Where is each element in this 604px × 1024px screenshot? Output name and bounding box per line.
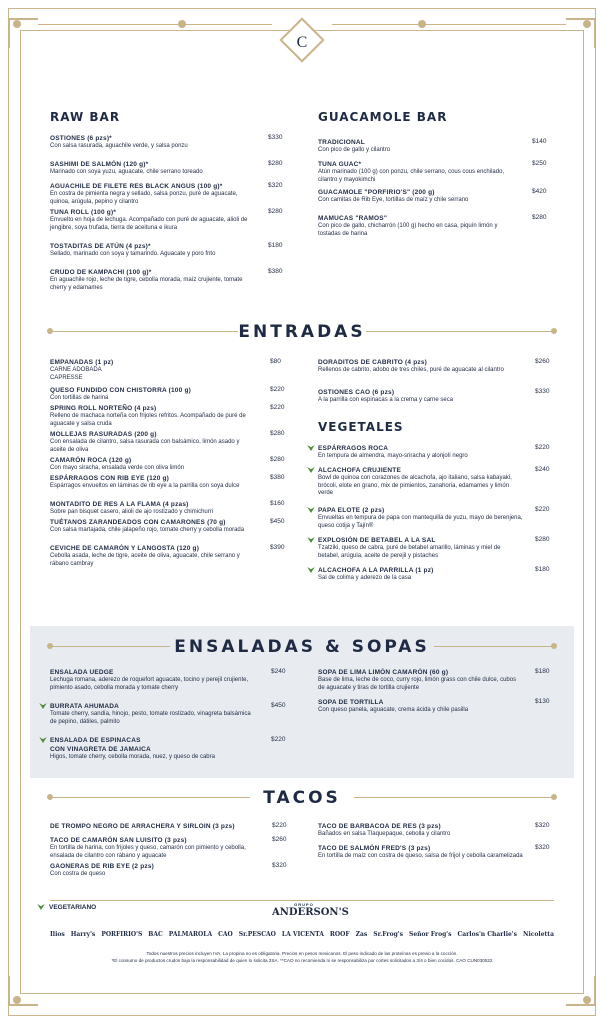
menu-item [318, 506, 550, 530]
menu-item-description: Con salsa rasurada, aguachile verde, y salsa ponzu [50, 143, 188, 149]
section-title-ensaladas: ENSALADAS & SOPAS [174, 637, 430, 657]
menu-item-price: $280 [532, 214, 547, 221]
menu-item-description: Con camitas de Rib Eye, tortillas de maíz y chile serrano [318, 197, 469, 203]
menu-item [318, 138, 547, 155]
menu-item-description: Sellado, marinado con soya y tamarindo. Aguacate y poro frito [50, 251, 216, 257]
menu-item-price: $280 [270, 430, 285, 437]
brand-logos-row [50, 926, 554, 942]
frame-corner [566, 976, 596, 1006]
menu-item [318, 160, 547, 184]
menu-item-price: $220 [271, 736, 286, 743]
brand-logo: PALMAROLA [168, 930, 213, 938]
menu-item-price: $250 [532, 160, 547, 167]
menu-item-description: Con tortillas de harina [50, 395, 109, 401]
menu-item-name: MOLLEJAS RASURADAS (200 g) [50, 431, 157, 438]
menu-item-name: EXPLOSIÓN DE BETABEL A LA SAL [318, 537, 436, 544]
menu-item-name: TACO DE SALMÓN FRED'S (3 pzs) [318, 845, 431, 852]
menu-item-price: $220 [270, 386, 285, 393]
menu-item-name: BURRATA AHUMADA [50, 703, 120, 710]
menu-item-name: TUNA GUAC* [318, 161, 362, 168]
menu-item-name: AGUACHILE DE FILETE RES BLACK ANGUS (100 g)* [50, 183, 223, 190]
menu-item-price: $220 [272, 822, 287, 829]
menu-item-price: $450 [271, 702, 286, 709]
menu-item-name: EMPANADAS (1 pz) [50, 359, 114, 366]
menu-item-price: $180 [535, 566, 550, 573]
menu-item-name: ENSALADA UEDGE [50, 669, 114, 676]
brand-logo: Harry's [70, 930, 96, 938]
menu-item [50, 358, 281, 382]
menu-item-name: ESPÁRRAGOS CON RIB EYE (120 g) [50, 475, 170, 482]
menu-item-description: En costra de pimienta negra y sellado, salsa ponzu, puré de aguacate, quinoa, arúgula, pepino y cilantro [50, 191, 238, 205]
logo-letter: C [296, 34, 308, 51]
menu-item-name: CEVICHE DE CAMARÓN Y LANGOSTA (120 g) [50, 545, 200, 552]
menu-item-name: QUESO FUNDIDO CON CHISTORRA (100 g) [50, 387, 191, 394]
menu-item-description: Tomate cherry, sandía, hinojo, pesto, tomate rostizado, vinagreta balsámica de pepino, dátiles, palmito [50, 711, 251, 725]
menu-item-name: TOSTADITAS DE ATÚN (4 pzs)* [50, 243, 151, 250]
menu-item-price: $450 [270, 518, 285, 525]
restaurant-logo [272, 14, 332, 74]
menu-item [50, 668, 286, 692]
group-andersons-logo [272, 902, 349, 924]
menu-item-price: $260 [272, 836, 287, 843]
menu-item-price: $220 [535, 444, 550, 451]
menu-item-price: $140 [532, 138, 547, 145]
menu-item-description: Higos, tomate cherry, cebolla morada, nuez, y queso de cabra [50, 754, 215, 760]
menu-item [318, 188, 547, 205]
menu-item-name: TUÉTANOS ZARANDEADOS CON CAMARONES (70 g) [50, 519, 226, 526]
menu-item-description: Lechuga romana, aderezo de roquefort aguacate, tocino y perejil crujiente, pimiento asado, cebolla morada y tomate cherry [50, 677, 249, 691]
brand-logo: ROOF [329, 930, 350, 938]
menu-item-description: Marinado con soya yuzu, aguacate, chile serrano toreado [50, 169, 203, 175]
top-rule [38, 24, 272, 25]
legal-note-2: *El consumo de productos crudos bajo la responsabilidad de quien lo solicita 3SA. **CAO no recomienda ni se responsabiliza por cortes solicitados a 3/4 o bien cocidos. CAO CUN030522 [111, 958, 493, 963]
frame-dot [13, 996, 21, 1004]
menu-item [50, 160, 283, 177]
menu-item [50, 500, 285, 517]
menu-item-name: ESPÁRRAGOS ROCA [318, 445, 389, 452]
menu-item-name: TRADICIONAL [318, 139, 365, 146]
menu-item-description: Relleno de machaca norteña con frijoles refritos. Acompañado de puré de aguacate y salsa cruda [50, 413, 246, 427]
menu-item [50, 456, 285, 473]
menu-item [50, 208, 283, 232]
menu-item-name: GUACAMOLE "PORFIRIO'S" (200 g) [318, 189, 435, 196]
menu-item-price: $280 [268, 160, 283, 167]
menu-item [50, 182, 283, 206]
menu-item-name: SOPA DE TORTILLA [318, 699, 384, 706]
menu-item-name: SPRING ROLL NORTEÑO (4 pzs) [50, 405, 157, 412]
menu-item [50, 242, 283, 259]
brand-logo: Señor Frog's [408, 930, 452, 938]
menu-item [50, 822, 287, 831]
menu-item-price: $320 [268, 182, 283, 189]
frame-dot [13, 20, 21, 28]
leaf-icon [307, 507, 315, 513]
menu-item [50, 386, 285, 403]
menu-item [318, 566, 550, 583]
vegetarian-label: VEGETARIANO [49, 904, 97, 911]
menu-item-name: OSTIONES (6 pzs)* [50, 135, 112, 142]
menu-item-name: SOPA DE LIMA LIMÓN CAMARÓN (60 g) [318, 669, 449, 676]
menu-item-name: ENSALADA DE ESPINACAS CON VINAGRETA DE JAMAICA [50, 737, 151, 753]
menu-item [318, 466, 550, 498]
menu-item-description: Envueltas en tempura de papa con mantequilla de yuzu, mayo de berenjena, queso cotija y Tajín® [318, 515, 523, 529]
menu-item-name: CRUDO DE KAMPACHI (100 g)* [50, 269, 152, 276]
menu-item [50, 702, 286, 726]
menu-item-price: $80 [270, 358, 281, 365]
menu-item-description: Con pico de gallo y cilantro [318, 147, 391, 153]
menu-item-description: Rellenos de cabrito, adobo de tres chiles, puré de aguacate al cilantro [318, 367, 504, 373]
frame-dot [583, 996, 591, 1004]
menu-item [318, 822, 550, 839]
menu-item-description: Con costra de queso [50, 871, 106, 877]
menu-item-description: Con mayo siracha, ensalada verde con oliva limón [50, 465, 185, 471]
leaf-icon [307, 537, 315, 543]
menu-item-price: $280 [268, 208, 283, 215]
menu-item-name: DE TROMPO NEGRO DE ARRACHERA Y SIRLOIN (3 pzs) [50, 823, 235, 830]
menu-item-description: Con pico de gallo, chicharrón (100 g) hecho en casa, piquín limón y tostadas de harina [318, 223, 498, 237]
brand-logo: Carlos'n Charlie's [457, 930, 518, 938]
menu-item-description: En tempura de almendra, mayo-sriracha y alonjolí negro [318, 453, 468, 459]
menu-item [50, 836, 287, 860]
section-title-guacamole-bar: GUACAMOLE BAR [318, 110, 448, 124]
menu-item-description: Sal de colima y aderezo de la casa [318, 575, 412, 581]
menu-item-name: CAMARÓN ROCA (120 g) [50, 457, 132, 464]
menu-item-price: $240 [535, 466, 550, 473]
frame-dot [583, 20, 591, 28]
menu-item-description: Sobre pan bisquet casero, alioli de ajo rostizado y chimichurri [50, 509, 214, 515]
menu-item-description: En tortilla de harina, con frijoles y queso, camarón con pimiento y cebolla, ensalada de cilantro con rábano y aguacate [50, 845, 246, 859]
brand-logo: Zas [355, 930, 368, 938]
menu-item-description: Bowl de quinoa con corazones de alcachofa, ajo italiano, salsa kabayaki, brócoli, elote en grano, mix de pimientos, zanahoria, edamames y limón verde [318, 475, 512, 496]
brand-logo: PORFIRIO'S [101, 930, 143, 938]
section-title-raw-bar: RAW BAR [50, 110, 121, 124]
menu-item-name: MONTADITO DE RES A LA FLAMA (4 pzas) [50, 501, 189, 508]
menu-item-description: Base de lima, leche de coco, curry rojo, limón grass con chile dulce, cubos de aguacate y tiras de tortilla crujiente [318, 677, 517, 691]
menu-item [50, 474, 285, 491]
menu-item-price: $330 [535, 388, 550, 395]
menu-item-price: $180 [268, 242, 283, 249]
menu-item-name: TACO DE CAMARÓN SAN LUISITO (3 pzs) [50, 837, 187, 844]
vegetarian-legend [49, 904, 96, 911]
menu-item-description: Cebolla asada, leche de tigre, aceite de oliva, aguacate, chile serrano y rábano cambray [50, 553, 240, 567]
menu-item-price: $180 [535, 668, 550, 675]
menu-item-price: $320 [535, 844, 550, 851]
menu-item-description: A la parrilla con espinacas a la crema y carne seca [318, 397, 454, 403]
menu-item [318, 698, 550, 715]
menu-item-price: $160 [270, 500, 285, 507]
menu-item-name: GAONERAS DE RIB EYE (2 pzs) [50, 863, 154, 870]
menu-item-description: Con ensalada de cilantro, salsa rasurada con balsámico, limón asado y aceite de oliva [50, 439, 240, 453]
menu-item-description: Espárragos envueltos en láminas de rib eye a la parrilla con soya dulce [50, 483, 240, 489]
brand-logo: LA VICENTA [281, 930, 324, 938]
leaf-icon [39, 703, 47, 709]
footer-rule [50, 900, 554, 901]
brand-logo: Sr.Frog's [373, 930, 403, 938]
menu-item-price: $330 [268, 134, 283, 141]
menu-item-description: En tortilla de maíz con costra de queso, salsa de frijol y cebolla caramelizada [318, 853, 523, 859]
menu-item-description: Con queso panela, aguacate, crema ácida y chile pasilla [318, 707, 469, 713]
menu-item-price: $280 [270, 456, 285, 463]
menu-item-price: $220 [270, 404, 285, 411]
menu-item [318, 668, 550, 692]
group-label: GRUPO [294, 902, 314, 907]
leaf-icon [37, 904, 45, 910]
leaf-icon [307, 567, 315, 573]
menu-item [50, 544, 285, 568]
menu-item-description: Con salsa martajada, chile jalapeño rojo, tomate cherry y cebolla morada [50, 527, 245, 533]
menu-item [50, 518, 285, 535]
brand-logo: Sr.PESCAO [238, 930, 276, 938]
menu-item-description: Atún marinado (100 g) con ponzu, chile serrano, cous cous enchilado, cilantro y mayokimchi [318, 169, 505, 183]
menu-item [50, 862, 287, 879]
menu-item-description: Envuelto en hoja de lechuga. Acompañado con puré de aguacate, alioli de jengibre, soya trufada, tierra de aceituna e ikura [50, 217, 248, 231]
leaf-icon [39, 737, 47, 743]
brand-logo: CAO [218, 930, 233, 938]
menu-item [50, 268, 283, 292]
menu-item-price: $220 [535, 506, 550, 513]
leaf-icon [307, 445, 315, 451]
menu-item-name: OSTIONES CAO (6 pzs) [318, 389, 395, 396]
menu-item [50, 134, 283, 151]
brand-logo: Nicoletta [523, 930, 554, 938]
top-rule [332, 24, 566, 25]
menu-item-name: TACO DE BARBACOA DE RES (3 pzs) [318, 823, 441, 830]
group-name: ANDERSON'S [272, 907, 349, 918]
leaf-icon [307, 467, 315, 473]
menu-item-price: $260 [535, 358, 550, 365]
menu-item-name: SASHIMI DE SALMÓN (120 g)* [50, 161, 149, 168]
menu-item [318, 214, 547, 238]
menu-item [50, 404, 285, 428]
section-title-vegetales: VEGETALES [318, 420, 404, 434]
menu-item-description: CARNE ADOBADA CAPRESSE [50, 367, 102, 381]
section-title-tacos: TACOS [263, 788, 341, 808]
brand-logo: Ilios [50, 930, 65, 938]
menu-item-price: $240 [271, 668, 286, 675]
frame-corner [566, 18, 596, 48]
menu-item [50, 736, 286, 762]
menu-item-name: ALCACHOFA CRUJIENTE [318, 467, 402, 474]
menu-item [318, 536, 550, 560]
menu-item-name: TUNA ROLL (100 g)* [50, 209, 117, 216]
menu-item-price: $280 [535, 536, 550, 543]
menu-item-price: $420 [532, 188, 547, 195]
menu-item-description: En aguachile rojo, leche de tigre, cebolla morada, maíz crujiente, tomate cherry y edamames [50, 277, 243, 291]
brand-logo: BAC [148, 930, 163, 938]
menu-item [50, 430, 285, 454]
menu-item [318, 388, 550, 405]
section-title-entradas: ENTRADAS [238, 322, 366, 342]
menu-item-price: $390 [270, 544, 285, 551]
menu-item-price: $380 [268, 268, 283, 275]
legal-note-1: Todos nuestros precios incluyen IVA. La propina no es obligatoria. Precios en pesos mexicanos. El peso indicado de las proteínas es previo a la cocción. [146, 951, 458, 956]
menu-item [318, 844, 550, 861]
menu-item [318, 358, 550, 375]
menu-item-description: Tzatziki, queso de cabra, puré de betabel amarillo, láminas y miel de betabel, arúgula, aceite de perejil y pistaches [318, 545, 501, 559]
menu-item-price: $130 [535, 698, 550, 705]
menu-item-name: PAPA ELOTE (2 pzs) [318, 507, 385, 514]
menu-item-price: $320 [272, 862, 287, 869]
menu-item [318, 444, 550, 461]
menu-item-price: $380 [270, 474, 285, 481]
menu-item-name: ALCACHOFA A LA PARRILLA (1 pz) [318, 567, 434, 574]
menu-item-name: MAMUCAS "RAMOS" [318, 215, 388, 222]
menu-item-price: $320 [535, 822, 550, 829]
menu-item-description: Bañados en salsa Tlaquepaque, cebolla y cilantro [318, 831, 451, 837]
menu-item-name: DORADITOS DE CABRITO (4 pzs) [318, 359, 428, 366]
